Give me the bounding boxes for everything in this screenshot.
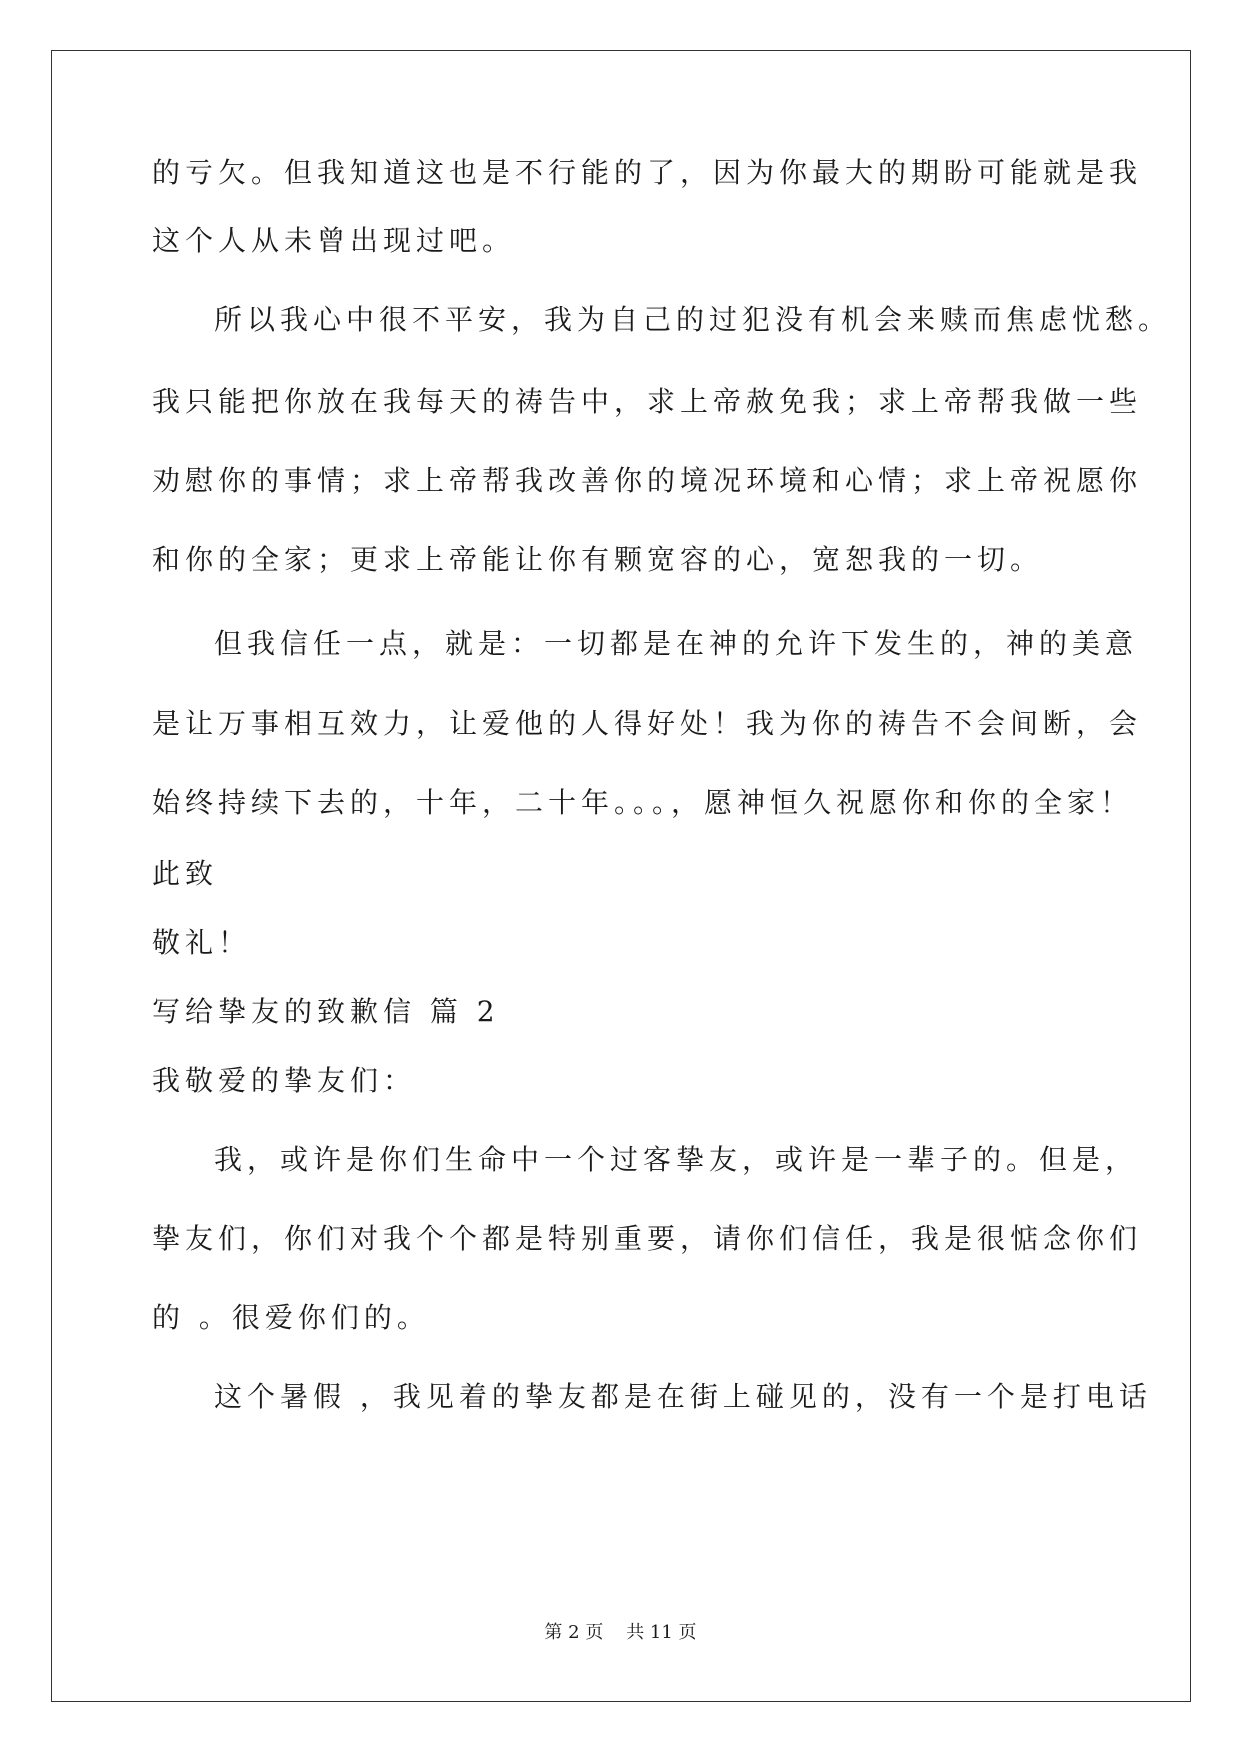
salutation: 我敬爱的挚友们： [152, 1064, 417, 1097]
text-line: 和你的全家；更求上帝能让你有颗宽容的心，宽恕我的一切。 [152, 543, 1044, 576]
closing-salutation: 敬礼！ [152, 926, 252, 959]
text-line: 我只能把你放在我每天的祷告中，求上帝赦免我；求上帝帮我做一些 [152, 385, 1143, 418]
paragraph-start: 我，或许是你们生命中一个过客挚友，或许是一辈子的。但是， [214, 1143, 1139, 1176]
page-number: 第 2 页 共 11 页 [544, 1622, 697, 1643]
page-frame [51, 50, 1191, 1702]
paragraph-start: 但我信任一点，就是：一切都是在神的允许下发生的，神的美意 [214, 627, 1139, 660]
closing-line: 此致 [152, 857, 219, 890]
text-line: 劝慰你的事情；求上帝帮我改善你的境况环境和心情；求上帝祝愿你 [152, 464, 1143, 497]
text-line: 始终持续下去的，十年，二十年。。。，愿神恒久祝愿你和你的全家！ [152, 786, 1134, 819]
text-line: 的 。很爱你们的。 [152, 1301, 430, 1334]
text-line: 是让万事相互效力，让爱他的人得好处！我为你的祷告不会间断，会 [152, 707, 1143, 740]
section-heading: 写给挚友的致歉信 篇 2 [152, 995, 500, 1028]
paragraph-start: 这个暑假 ，我见着的挚友都是在街上碰见的，没有一个是打电话 [214, 1380, 1152, 1413]
text-line: 挚友们，你们对我个个都是特别重要，请你们信任，我是很惦念你们 [152, 1222, 1143, 1255]
paragraph-start: 所以我心中很不平安，我为自己的过犯没有机会来赎而焦虑忧愁。 [214, 303, 1172, 336]
text-line: 的亏欠。但我知道这也是不行能的了，因为你最大的期盼可能就是我 [152, 156, 1143, 189]
text-line: 这个人从未曾出现过吧。 [152, 224, 516, 257]
